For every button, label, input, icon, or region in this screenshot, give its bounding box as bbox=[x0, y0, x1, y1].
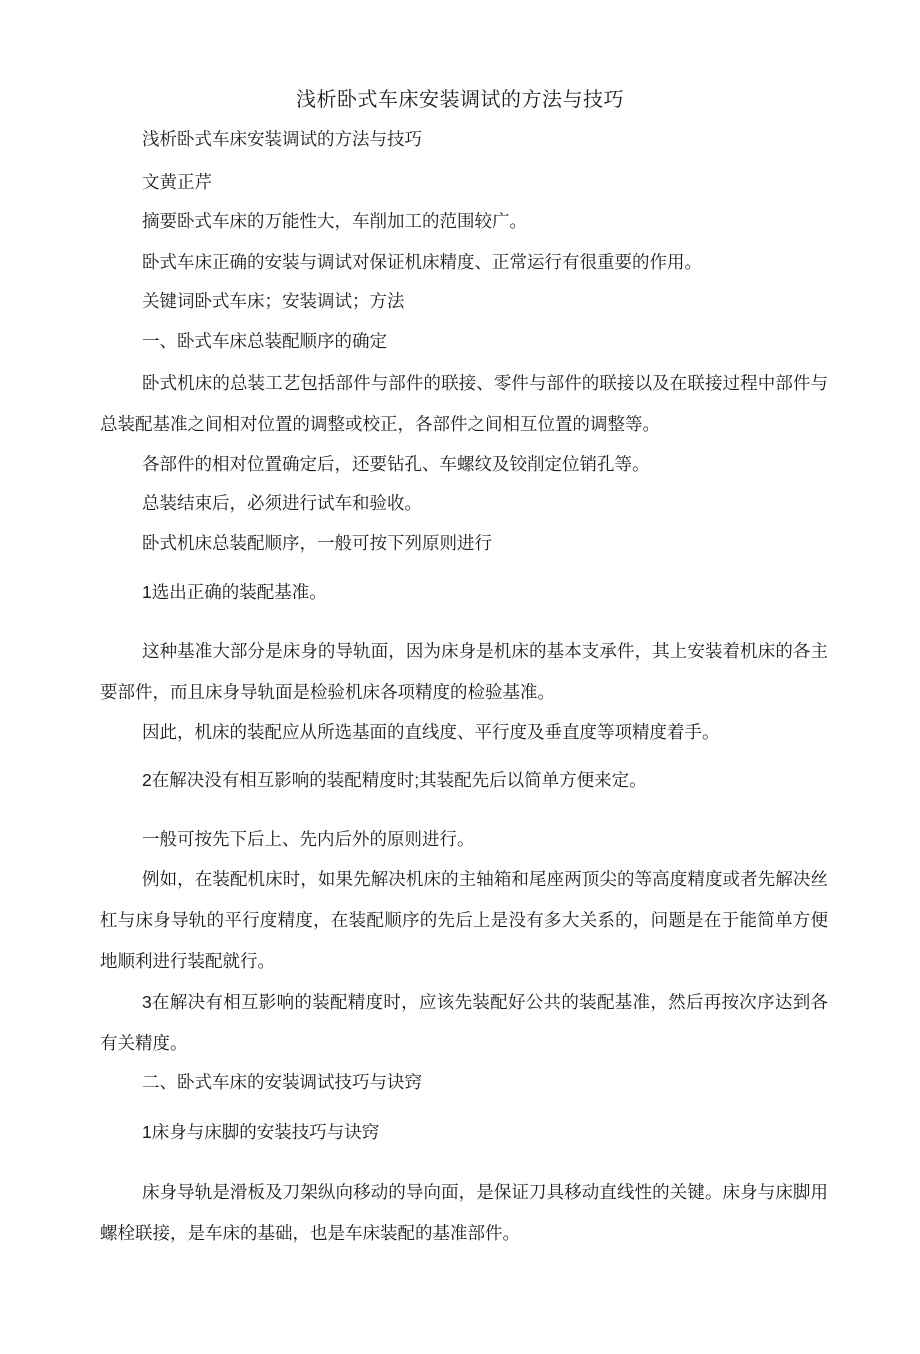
body-paragraph: 因此，机床的装配应从所选基面的直线度、平行度及垂直度等项精度着手。 bbox=[142, 723, 720, 743]
numbered-item-4: 1床身与床脚的安装技巧与诀窍 bbox=[142, 1122, 380, 1142]
body-paragraph: 床身导轨是滑板及刀架纵向移动的导向面，是保证刀具移动直线性的关键。床身与床脚用螺栓联接，是车床的基础，也是车床装配的基准部件。 bbox=[100, 1183, 828, 1244]
section-heading-2: 二、卧式车床的安装调试技巧与诀窍 bbox=[142, 1073, 422, 1093]
numbered-item-3: 3在解决有相互影响的装配精度时，应该先装配好公共的装配基准，然后再按次序达到各有关精度。 bbox=[100, 992, 828, 1053]
body-paragraph: 各部件的相对位置确定后，还要钻孔、车螺纹及铰削定位销孔等。 bbox=[142, 455, 650, 475]
numbered-item-1: 1选出正确的装配基准。 bbox=[142, 582, 327, 602]
document-title: 浅析卧式车床安装调试的方法与技巧 bbox=[296, 87, 624, 111]
body-paragraph: 例如，在装配机床时，如果先解决机床的主轴箱和尾座两顶尖的等高度精度或者先解决丝杠与床身导轨的平行度精度，在装配顺序的先后上是没有多大关系的，问题是在于能简单方便地顺利进行装配就行。 bbox=[100, 870, 828, 972]
section-heading-1: 一、卧式车床总装配顺序的确定 bbox=[142, 332, 387, 352]
author-line: 文黄正芹 bbox=[142, 173, 212, 193]
abstract-paragraph-2: 卧式车床正确的安装与调试对保证机床精度、正常运行有很重要的作用。 bbox=[142, 253, 702, 273]
body-paragraph: 卧式机床的总装工艺包括部件与部件的联接、零件与部件的联接以及在联接过程中部件与总装配基准之间相对位置的调整或校正，各部件之间相互位置的调整等。 bbox=[100, 374, 828, 435]
keywords-line: 关键词卧式车床；安装调试；方法 bbox=[142, 292, 405, 312]
subtitle-paragraph: 浅析卧式车床安装调试的方法与技巧 bbox=[142, 130, 422, 150]
numbered-item-2: 2在解决没有相互影响的装配精度时;其装配先后以简单方便来定。 bbox=[142, 770, 647, 790]
body-paragraph: 这种基准大部分是床身的导轨面，因为床身是机床的基本支承件，其上安装着机床的各主要部件，而且床身导轨面是检验机床各项精度的检验基准。 bbox=[100, 642, 828, 703]
abstract-paragraph: 摘要卧式车床的万能性大，车削加工的范围较广。 bbox=[142, 212, 527, 232]
body-paragraph: 一般可按先下后上、先内后外的原则进行。 bbox=[142, 830, 475, 850]
body-paragraph: 卧式机床总装配顺序，一般可按下列原则进行 bbox=[142, 534, 492, 554]
body-paragraph: 总装结束后，必须进行试车和验收。 bbox=[142, 494, 422, 514]
